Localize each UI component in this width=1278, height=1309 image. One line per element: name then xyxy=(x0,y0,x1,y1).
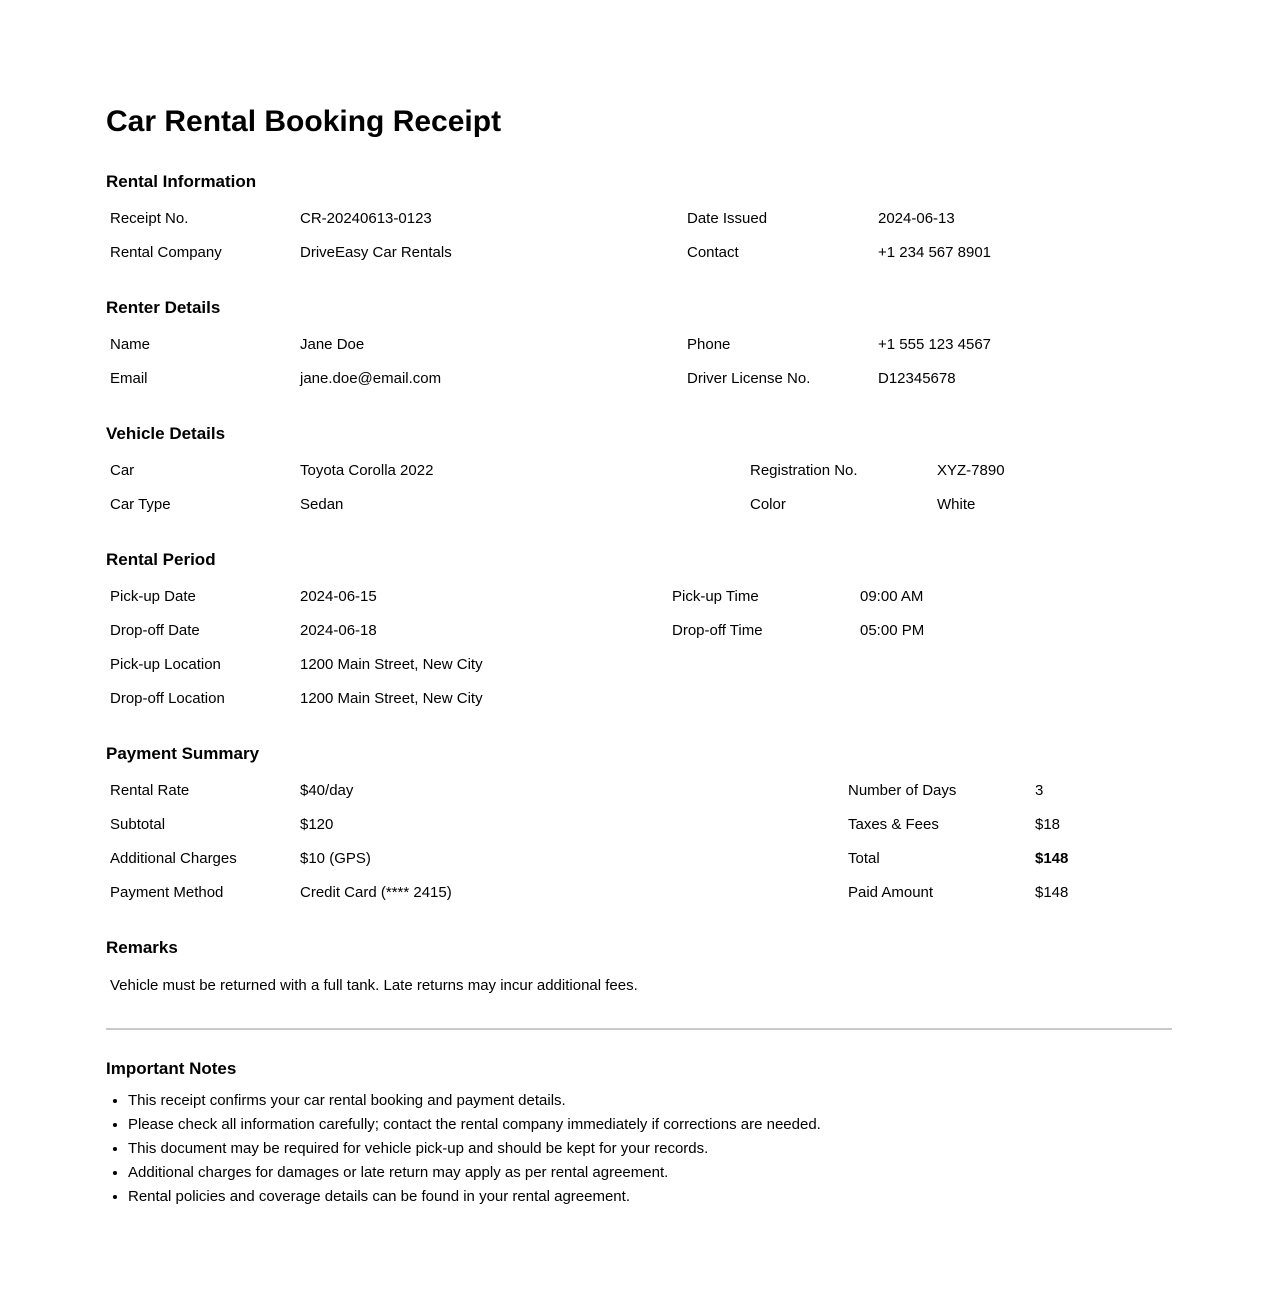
field-label: Pick-up Time xyxy=(672,588,759,605)
field-value xyxy=(856,681,1172,715)
rental-information-table xyxy=(106,201,1172,269)
field-value: Jane Doe xyxy=(300,336,365,353)
note-item: • Rental policies and coverage details can be found in your rental agreement. xyxy=(128,1185,1172,1209)
payment-summary-table xyxy=(106,773,1172,909)
field-value: 2024-06-13 xyxy=(878,210,955,227)
section-payment-summary xyxy=(106,744,1172,909)
field-value: $10 (GPS) xyxy=(300,850,371,867)
field-value: CR-20240613-0123 xyxy=(300,210,432,227)
field-value: DriveEasy Car Rentals xyxy=(300,244,452,261)
field-label: Color xyxy=(750,496,786,513)
table-row xyxy=(106,807,1172,841)
table-row xyxy=(106,361,1172,395)
field-label: Phone xyxy=(687,336,731,353)
field-label: Drop-off Time xyxy=(672,622,763,639)
section-important-notes xyxy=(106,1059,1172,1209)
field-label: Email xyxy=(110,370,148,387)
field-label: Pick-up Location xyxy=(110,656,221,673)
remarks-text: Vehicle must be returned with a full tank. Late returns may incur additional fees. xyxy=(110,977,638,994)
field-value: $120 xyxy=(300,816,334,833)
field-label: Rental Rate xyxy=(110,782,190,799)
total-value: $148 xyxy=(1035,850,1069,867)
field-label: Taxes & Fees xyxy=(848,816,939,833)
field-label: Car Type xyxy=(110,496,171,513)
vehicle-details-heading: Vehicle Details xyxy=(106,424,226,443)
table-row xyxy=(106,327,1172,361)
table-row xyxy=(106,201,1172,235)
field-label: Receipt No. xyxy=(110,210,189,227)
important-notes-list xyxy=(106,1089,1172,1209)
field-label: Pick-up Date xyxy=(110,588,196,605)
field-label: Drop-off Location xyxy=(110,690,225,707)
field-label: Subtotal xyxy=(110,816,166,833)
table-row xyxy=(106,579,1172,613)
field-value: 1200 Main Street, New City xyxy=(300,656,483,673)
field-value: 09:00 AM xyxy=(860,588,924,605)
note-item: • This receipt confirms your car rental booking and payment details. xyxy=(128,1089,1172,1113)
field-value: D12345678 xyxy=(878,370,956,387)
field-label: Car xyxy=(110,462,135,479)
section-vehicle-details xyxy=(106,424,1172,521)
table-row xyxy=(106,235,1172,269)
section-renter-details xyxy=(106,298,1172,395)
section-rental-period xyxy=(106,550,1172,715)
field-label: Total xyxy=(848,850,880,867)
field-value: 1200 Main Street, New City xyxy=(300,690,483,707)
field-value: Toyota Corolla 2022 xyxy=(300,462,434,479)
field-label: Date Issued xyxy=(687,210,768,227)
field-value: 2024-06-15 xyxy=(300,588,377,605)
field-value: $18 xyxy=(1035,816,1061,833)
field-value: Credit Card (**** 2415) xyxy=(300,884,452,901)
table-row xyxy=(106,453,1172,487)
field-label: Name xyxy=(110,336,151,353)
rental-information-heading: Rental Information xyxy=(106,172,257,191)
table-row xyxy=(106,487,1172,521)
field-value xyxy=(856,647,1172,681)
field-value: 05:00 PM xyxy=(860,622,925,639)
note-item: • Please check all information carefully; contact the rental company immediately if corrections are needed. xyxy=(128,1113,1172,1137)
table-row xyxy=(106,647,1172,681)
remarks-heading: Remarks xyxy=(106,938,178,957)
renter-details-table xyxy=(106,327,1172,395)
field-value: White xyxy=(937,496,976,513)
note-item: • This document may be required for vehicle pick-up and should be kept for your records. xyxy=(128,1137,1172,1161)
field-label xyxy=(668,681,856,715)
field-value: +1 234 567 8901 xyxy=(878,244,992,261)
field-label: Additional Charges xyxy=(110,850,237,867)
rental-period-heading: Rental Period xyxy=(106,550,216,569)
table-row xyxy=(106,681,1172,715)
field-value: +1 555 123 4567 xyxy=(878,336,992,353)
note-item: • Additional charges for damages or late return may apply as per rental agreement. xyxy=(128,1161,1172,1185)
rental-period-table xyxy=(106,579,1172,715)
field-label: Driver License No. xyxy=(687,370,811,387)
field-value: 3 xyxy=(1035,782,1044,799)
payment-summary-heading: Payment Summary xyxy=(106,744,260,763)
field-label: Number of Days xyxy=(848,782,957,799)
field-label: Payment Method xyxy=(110,884,224,901)
field-value: 2024-06-18 xyxy=(300,622,377,639)
renter-details-heading: Renter Details xyxy=(106,298,221,317)
page-title: Car Rental Booking Receipt xyxy=(106,105,502,138)
section-remarks xyxy=(106,938,1172,1002)
field-label xyxy=(668,647,856,681)
section-divider xyxy=(106,1028,1172,1030)
field-value: $148 xyxy=(1035,884,1069,901)
field-label: Paid Amount xyxy=(848,884,934,901)
field-label: Drop-off Date xyxy=(110,622,200,639)
section-rental-information xyxy=(106,172,1172,269)
receipt-document xyxy=(106,0,1172,1309)
field-value: XYZ-7890 xyxy=(937,462,1005,479)
table-row xyxy=(106,841,1172,875)
field-value: Sedan xyxy=(300,496,344,513)
field-label: Rental Company xyxy=(110,244,222,261)
vehicle-details-table xyxy=(106,453,1172,521)
table-row xyxy=(106,773,1172,807)
table-row xyxy=(106,613,1172,647)
field-value: jane.doe@email.com xyxy=(300,370,442,387)
table-row xyxy=(106,875,1172,909)
field-label: Registration No. xyxy=(750,462,858,479)
field-label: Contact xyxy=(687,244,739,261)
field-value: $40/day xyxy=(300,782,354,799)
important-notes-heading: Important Notes xyxy=(106,1059,237,1078)
